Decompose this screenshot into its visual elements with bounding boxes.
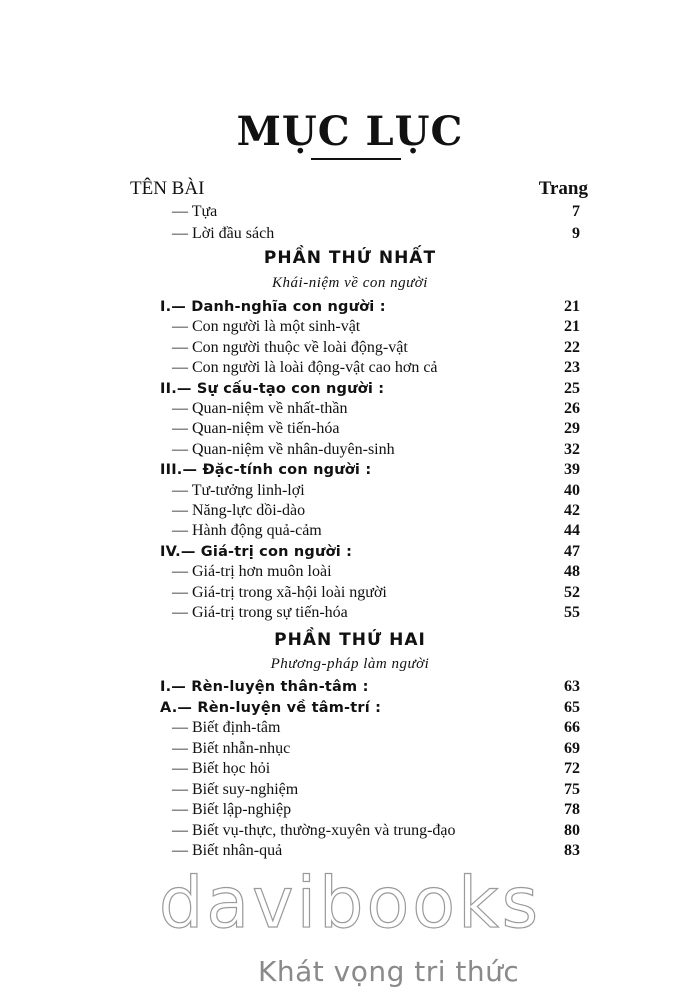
- toc-entry: [160, 440, 580, 460]
- entry-label: — Con người là một sinh-vật: [172, 318, 361, 336]
- entry-label: — Biết nhẫn-nhục: [172, 739, 291, 757]
- entry-label: — Biết định-tâm: [172, 719, 281, 736]
- toc-entry: [160, 739, 580, 759]
- entry-page: 42: [564, 502, 580, 519]
- entry-label: — Giá-trị hơn muôn loài: [172, 563, 332, 581]
- entry-page: 44: [564, 522, 580, 540]
- toc-section: [160, 297, 580, 317]
- toc-entry: [160, 481, 580, 501]
- entry-label: — Giá-trị trong sự tiến-hóa: [172, 604, 348, 621]
- toc-entry-intro: [160, 202, 580, 222]
- entry-page: 75: [564, 780, 580, 798]
- entry-label: — Biết suy-nghiệm: [172, 780, 299, 798]
- entry-page: 26: [564, 400, 580, 417]
- toc-entry: [160, 338, 580, 358]
- entry-page: 29: [564, 420, 580, 438]
- toc-entry: [160, 759, 580, 779]
- entry-label: — Giá-trị trong xã-hội loài người: [172, 583, 387, 601]
- toc-entry: [160, 821, 580, 841]
- entry-page: 7: [572, 203, 580, 220]
- entry-page: 25: [564, 379, 580, 397]
- watermark-logo: davibooks: [158, 862, 542, 944]
- entry-label: III.— Đặc-tính con người :: [160, 462, 372, 479]
- part-1-title: PHẦN THỨ NHẤT: [263, 248, 437, 268]
- entry-page: 80: [564, 821, 580, 839]
- entry-label: — Lời đầu sách: [172, 225, 275, 242]
- entry-page: 83: [564, 842, 580, 859]
- part-1-subtitle: Khái-niệm về con người: [272, 275, 428, 291]
- entry-label: — Hành động quả-cảm: [172, 522, 322, 540]
- toc-entry: [160, 800, 580, 820]
- toc-section: [160, 542, 580, 562]
- entry-page: 21: [564, 298, 580, 315]
- entry-page: 47: [564, 542, 580, 560]
- entry-page: 52: [564, 583, 580, 601]
- toc-entry: [160, 841, 580, 861]
- entry-page: 21: [564, 318, 580, 336]
- entry-page: 23: [564, 359, 580, 377]
- toc-entry: [160, 521, 580, 541]
- entry-page: 72: [564, 760, 580, 777]
- entry-page: 39: [564, 461, 580, 479]
- page-title: MỤC LỤC: [236, 108, 464, 155]
- entry-page: 69: [564, 739, 580, 757]
- toc-section: [160, 379, 580, 399]
- entry-label: — Con người thuộc về loài động-vật: [172, 338, 408, 356]
- entry-label: — Tựa: [172, 203, 218, 220]
- entry-label: II.— Sự cấu-tạo con người :: [160, 380, 385, 397]
- entry-label: — Biết học hỏi: [172, 760, 271, 777]
- toc-entry: [160, 562, 580, 582]
- part-2-subtitle: Phương-pháp làm người: [270, 656, 430, 672]
- part-2-title: PHẦN THỨ HAI: [274, 630, 426, 650]
- column-header-title: TÊN BÀI: [130, 178, 205, 199]
- column-header-page: Trang: [538, 178, 588, 199]
- toc-entry: [160, 399, 580, 419]
- entry-label: — Con người là loài động-vật cao hơn cả: [172, 359, 438, 377]
- entry-page: 32: [564, 440, 580, 458]
- toc-entry: [160, 583, 580, 603]
- entry-label: — Quan-niệm về tiến-hóa: [172, 420, 340, 438]
- entry-page: 78: [564, 801, 580, 818]
- toc-entry: [160, 780, 580, 800]
- entry-label: — Năng-lực dồi-dào: [172, 502, 306, 519]
- entry-page: 48: [564, 563, 580, 581]
- entry-label: — Biết lập-nghiệp: [172, 801, 292, 818]
- entry-page: 40: [564, 481, 580, 499]
- entry-page: 65: [564, 698, 580, 716]
- entry-label: — Biết nhân-quả: [172, 842, 283, 859]
- title-underline: [311, 158, 401, 160]
- entry-page: 9: [572, 225, 580, 242]
- toc-section: [160, 677, 580, 697]
- toc-entry: [160, 358, 580, 378]
- toc-entry: [160, 419, 580, 439]
- toc-section: [160, 698, 580, 718]
- toc-section: [160, 460, 580, 480]
- entry-label: I.— Rèn-luyện thân-tâm :: [160, 679, 369, 695]
- toc-entry: [160, 501, 580, 521]
- entry-label: — Biết vụ-thực, thường-xuyên và trung-đạo: [172, 821, 456, 839]
- entry-page: 55: [564, 604, 580, 621]
- entry-page: 22: [564, 338, 580, 356]
- entry-label: I.— Danh-nghĩa con người :: [160, 299, 386, 315]
- entry-label: — Quan-niệm về nhất-thần: [172, 400, 348, 417]
- entry-label: IV.— Giá-trị con người :: [160, 543, 353, 560]
- entry-label: — Tư-tưởng linh-lợi: [172, 481, 305, 499]
- entry-page: 63: [564, 678, 580, 695]
- toc-entry: [160, 317, 580, 337]
- watermark-tagline: Khát vọng tri thức: [258, 955, 520, 988]
- toc-entry: [160, 603, 580, 623]
- entry-label: — Quan-niệm về nhân-duyên-sinh: [172, 440, 395, 458]
- entry-label: A.— Rèn-luyện về tâm-trí :: [160, 699, 382, 716]
- toc-entry-intro: [160, 224, 580, 244]
- toc-entry: [160, 718, 580, 738]
- entry-page: 66: [564, 719, 580, 736]
